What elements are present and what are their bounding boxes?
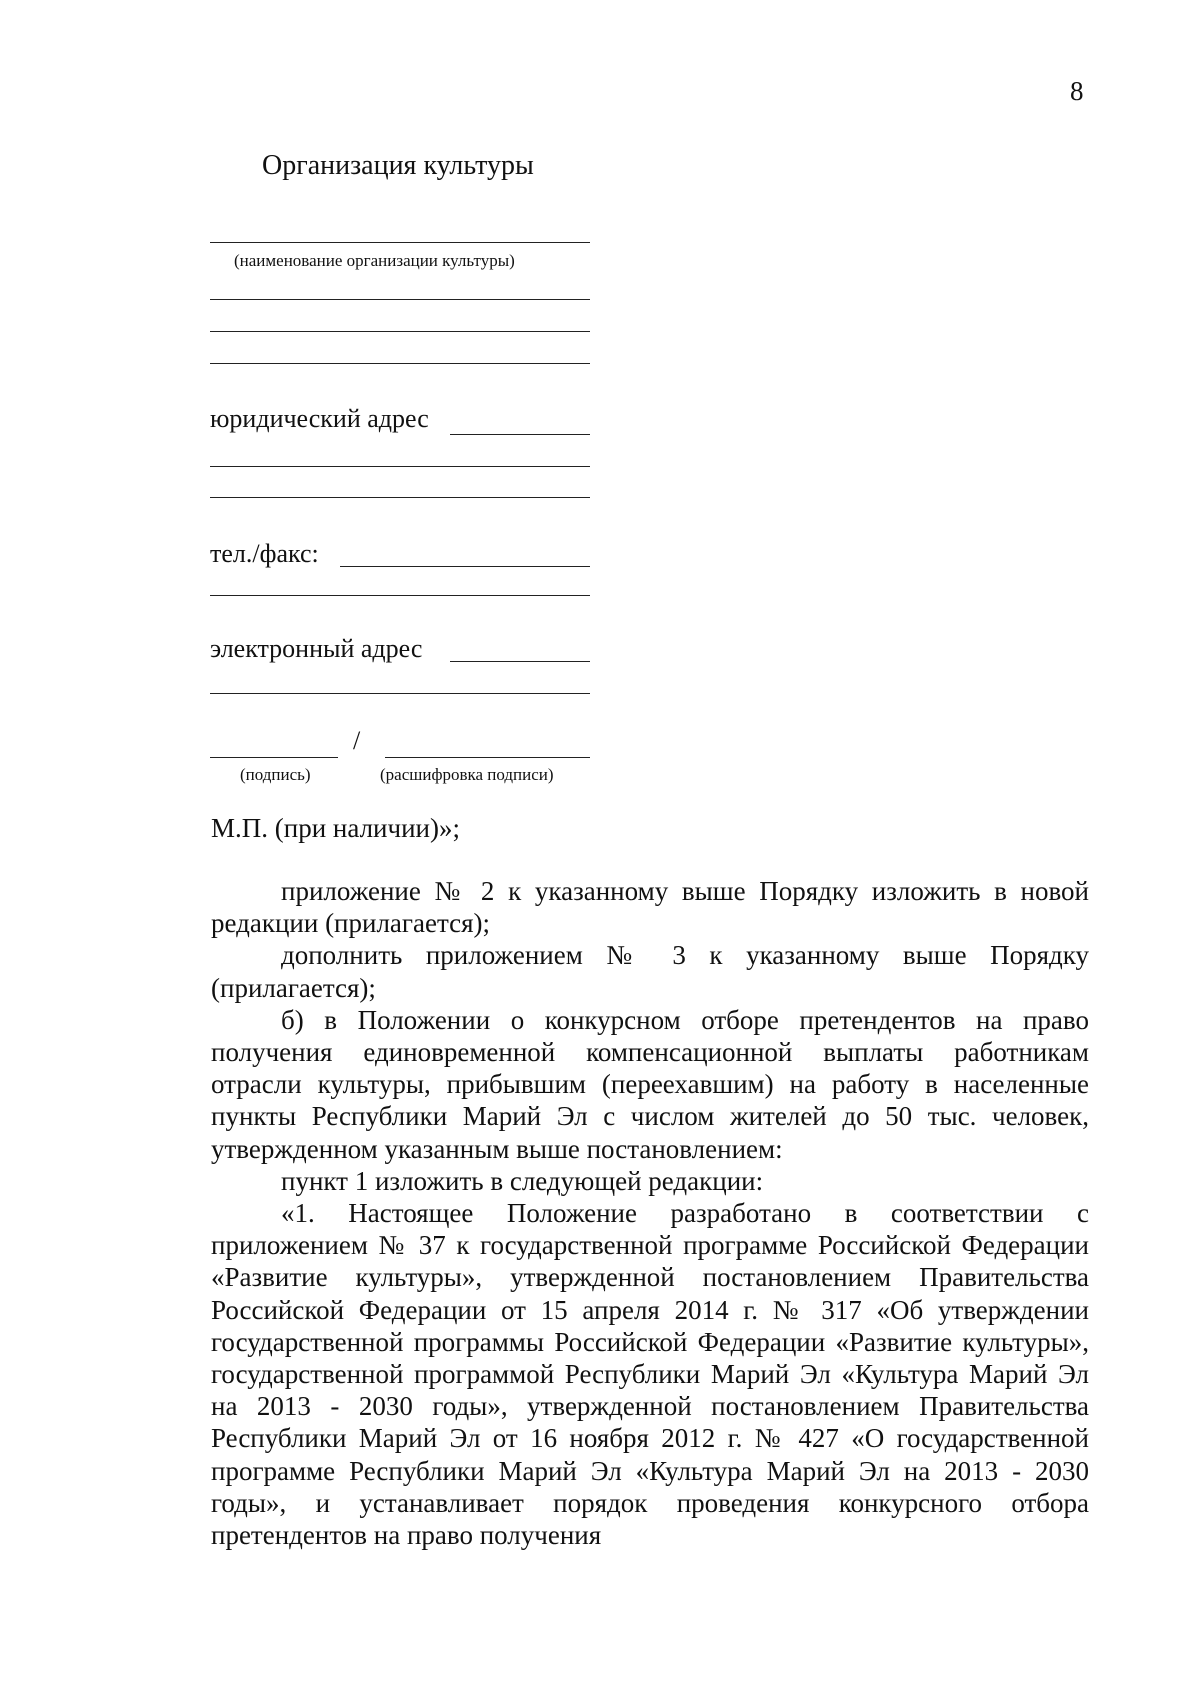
blank-line bbox=[210, 299, 590, 300]
signature-caption: (подпись) bbox=[240, 765, 311, 784]
paragraph: б) в Положении о конкурсном отборе претендентов на право получения единовременной компенсационной выплаты работникам отрасли культуры, прибывшим (переехавшим) на работу в населенные пункты Республики Марий Эл с числом жителей до 50 тыс. человек, утвержденном указанным выше постановлением: bbox=[211, 1004, 1089, 1164]
legal-address-line bbox=[450, 434, 590, 435]
paragraph: дополнить приложением № 3 к указанному выше Порядку (прилагается); bbox=[211, 940, 1089, 1003]
blank-line bbox=[210, 693, 590, 694]
signature-line bbox=[210, 757, 338, 758]
body-text bbox=[211, 875, 1089, 1551]
email-line bbox=[450, 661, 590, 662]
phone-fax-label: тел./факс: bbox=[210, 539, 319, 568]
signature-decode-line bbox=[385, 757, 590, 758]
signature-slash: / bbox=[353, 726, 361, 755]
org-name-caption: (наименование организации культуры) bbox=[234, 251, 515, 270]
blank-line bbox=[210, 497, 590, 498]
email-label: электронный адрес bbox=[210, 634, 423, 663]
organization-title: Организация культуры bbox=[262, 150, 534, 181]
paragraph: пункт 1 изложить в следующей редакции: bbox=[281, 1165, 764, 1196]
org-name-line bbox=[210, 242, 590, 243]
blank-line bbox=[210, 595, 590, 596]
seal-note: М.П. (при наличии)»; bbox=[211, 813, 460, 843]
legal-address-label: юридический адрес bbox=[210, 404, 429, 433]
paragraph: приложение № 2 к указанному выше Порядку изложить в новой редакции (прилагается); bbox=[211, 876, 1089, 939]
page-number: 8 bbox=[1070, 76, 1084, 106]
signature-decode-caption: (расшифровка подписи) bbox=[380, 765, 554, 784]
blank-line bbox=[210, 331, 590, 332]
blank-line bbox=[210, 466, 590, 467]
paragraph: «1. Настоящее Положение разработано в соответствии с приложением № 37 к государственной программе Российской Федерации «Развитие культуры», утвержденной постановлением Правительства Российской Федерации от 15 апреля 2014 г. № 317 «Об утверждении государственной программы Российской Федерации «Развитие культуры», государственной программой Республики Марий Эл «Культура Марий Эл на 2013 - 2030 годы», утвержденной постановлением Правительства Республики Марий Эл от 16 ноября 2012 г. № 427 «О государственной программе Республики Марий Эл «Культура Марий Эл на 2013 - 2030 годы», и устанавливает порядок проведения конкурсного отбора претендентов на право получения bbox=[211, 1198, 1089, 1551]
blank-line bbox=[210, 363, 590, 364]
phone-fax-line bbox=[340, 566, 590, 567]
